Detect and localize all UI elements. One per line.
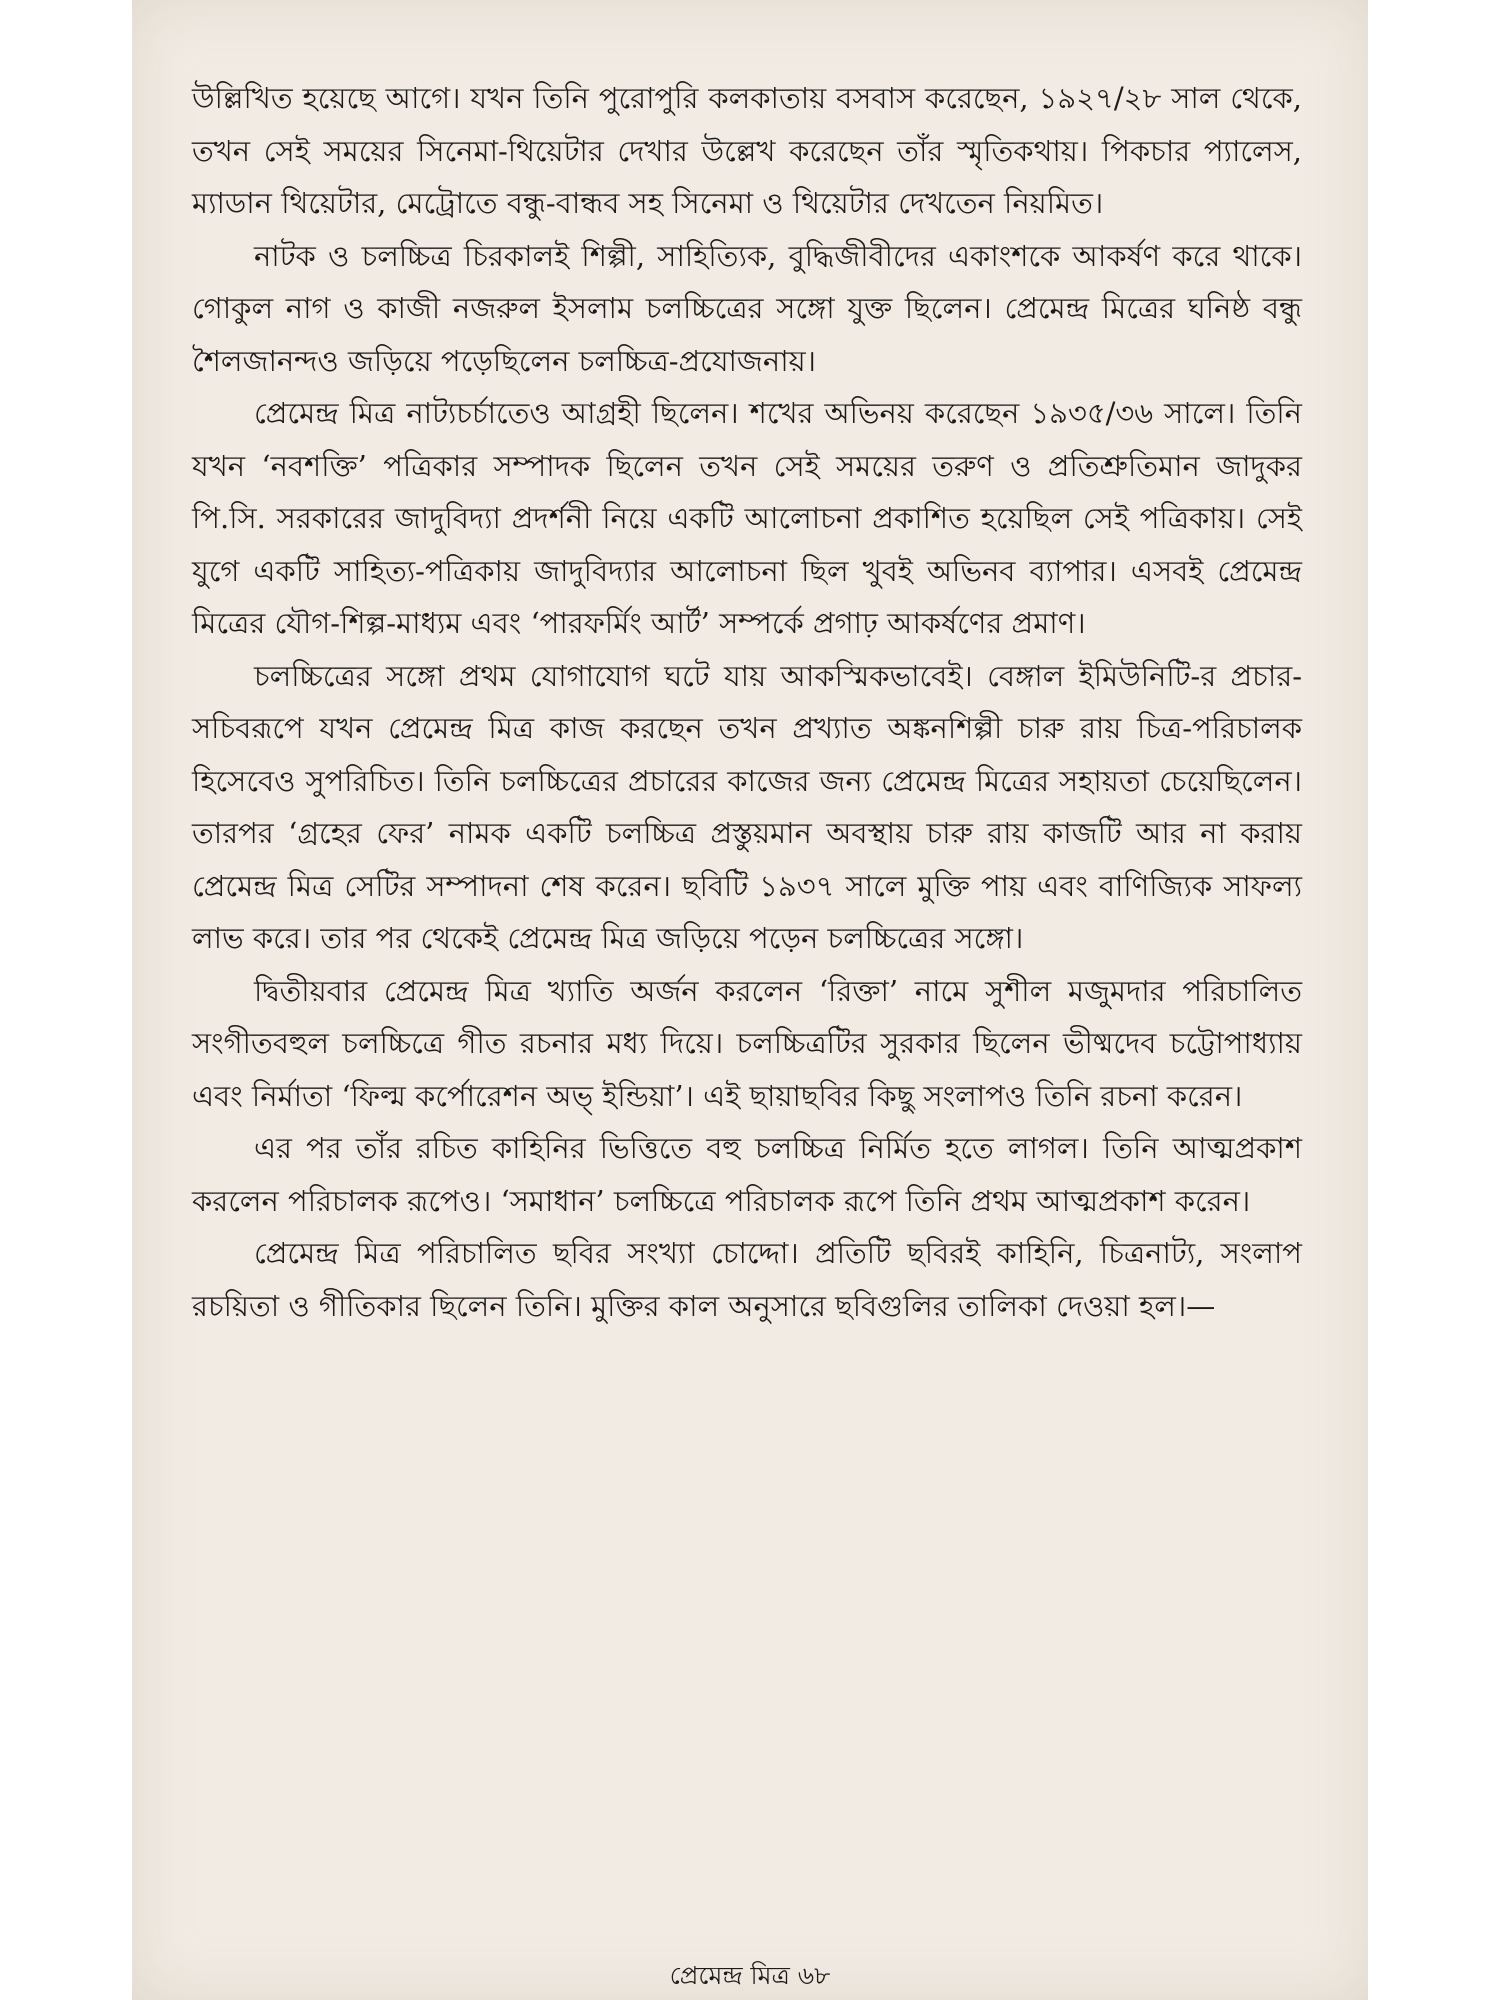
paragraph-4: চলচ্চিত্রের সঙ্গো প্রথম যোগাযোগ ঘটে যায় আকস্মিকভাবেই। বেঙ্গাল ইমিউনিটি-র প্রচার-সচিবরূপে যখন প্রেমেন্দ্র মিত্র কাজ করছেন তখন প্রখ্যাত অঙ্কনশিল্পী চারু রায় চিত্র-পরিচালক হিসেবেও সুপরিচিত। তিনি চলচ্চিত্রের প্রচারের কাজের জন্য প্রেমেন্দ্র মিত্রের সহায়তা চেয়েছিলেন। তারপর ‘গ্রহের ফের’ নামক একটি চলচ্চিত্র প্রস্তুয়মান অবস্থায় চারু রায় কাজটি আর না করায় প্রেমেন্দ্র মিত্র সেটির সম্পাদনা শেষ করেন। ছবিটি ১৯৩৭ সালে মুক্তি পায় এবং বাণিজ্যিক সাফল্য লাভ করে। তার পর থেকেই প্রেমেন্দ্র মিত্র জড়িয়ে পড়েন চলচ্চিত্রের সঙ্গো। [192,658,1302,955]
paragraph-3: প্রেমেন্দ্র মিত্র নাট্যচর্চাতেও আগ্রহী ছিলেন। শখের অভিনয় করেছেন ১৯৩৫/৩৬ সালে। তিনি যখন ‘নবশক্তি’ পত্রিকার সম্পাদক ছিলেন তখন সেই সময়ের তরুণ ও প্রতিশ্রুতিমান জাদুকর পি.সি. সরকারের জাদুবিদ্যা প্রদর্শনী নিয়ে একটি আলোচনা প্রকাশিত হয়েছিল সেই পত্রিকায়। সেই যুগে একটি সাহিত্য-পত্রিকায় জাদুবিদ্যার আলোচনা ছিল খুবই অভিনব ব্যাপার। এসবই প্রেমেন্দ্র মিত্রের যৌগ-শিল্প-মাধ্যম এবং ‘পারফর্মিং আর্ট’ সম্পর্কে প্রগাঢ় আকর্ষণের প্রমাণ। [192,396,1302,640]
paragraph-2: নাটক ও চলচ্চিত্র চিরকালই শিল্পী, সাহিত্যিক, বুদ্ধিজীবীদের একাংশকে আকর্ষণ করে থাকে। গোকুল নাগ ও কাজী নজরুল ইসলাম চলচ্চিত্রের সঙ্গো যুক্ত ছিলেন। প্রেমেন্দ্র মিত্রের ঘনিষ্ঠ বন্ধু শৈলজানন্দও জড়িয়ে পড়েছিলেন চলচ্চিত্র-প্রযোজনায়। [192,238,1302,378]
book-page [132,0,1368,2000]
paragraph-6: এর পর তাঁর রচিত কাহিনির ভিত্তিতে বহু চলচ্চিত্র নির্মিত হতে লাগল। তিনি আত্মপ্রকাশ করলেন পরিচালক রূপেও। ‘সমাধান’ চলচ্চিত্রে পরিচালক রূপে তিনি প্রথম আত্মপ্রকাশ করেন। [192,1131,1302,1218]
page-footer: প্রেমেন্দ্র মিত্র ৬৮ [669,1961,831,1990]
body-text [192,72,1302,1332]
paragraph-1: উল্লিখিত হয়েছে আগে। যখন তিনি পুরোপুরি কলকাতায় বসবাস করেছেন, ১৯২৭/২৮ সাল থেকে, তখন সেই সময়ের সিনেমা-থিয়েটার দেখার উল্লেখ করেছেন তাঁর স্মৃতিকথায়। পিকচার প্যালেস, ম্যাডান থিয়েটার, মেট্রোতে বন্ধু-বান্ধব সহ সিনেমা ও থিয়েটার দেখতেন নিয়মিত। [192,81,1302,220]
paragraph-5: দ্বিতীয়বার প্রেমেন্দ্র মিত্র খ্যাতি অর্জন করলেন ‘রিক্তা’ নামে সুশীল মজুমদার পরিচালিত সংগীতবহুল চলচ্চিত্রে গীত রচনার মধ্য দিয়ে। চলচ্চিত্রটির সুরকার ছিলেন ভীষ্মদেব চট্টোপাধ্যায় এবং নির্মাতা ‘ফিল্ম কর্পোরেশন অভ্ ইন্ডিয়া’। এই ছায়াছবির কিছু সংলাপও তিনি রচনা করেন। [192,973,1302,1113]
paragraph-7: প্রেমেন্দ্র মিত্র পরিচালিত ছবির সংখ্যা চোদ্দো। প্রতিটি ছবিরই কাহিনি, চিত্রনাট্য, সংলাপ রচয়িতা ও গীতিকার ছিলেন তিনি। মুক্তির কাল অনুসারে ছবিগুলির তালিকা দেওয়া হল।— [192,1236,1302,1323]
